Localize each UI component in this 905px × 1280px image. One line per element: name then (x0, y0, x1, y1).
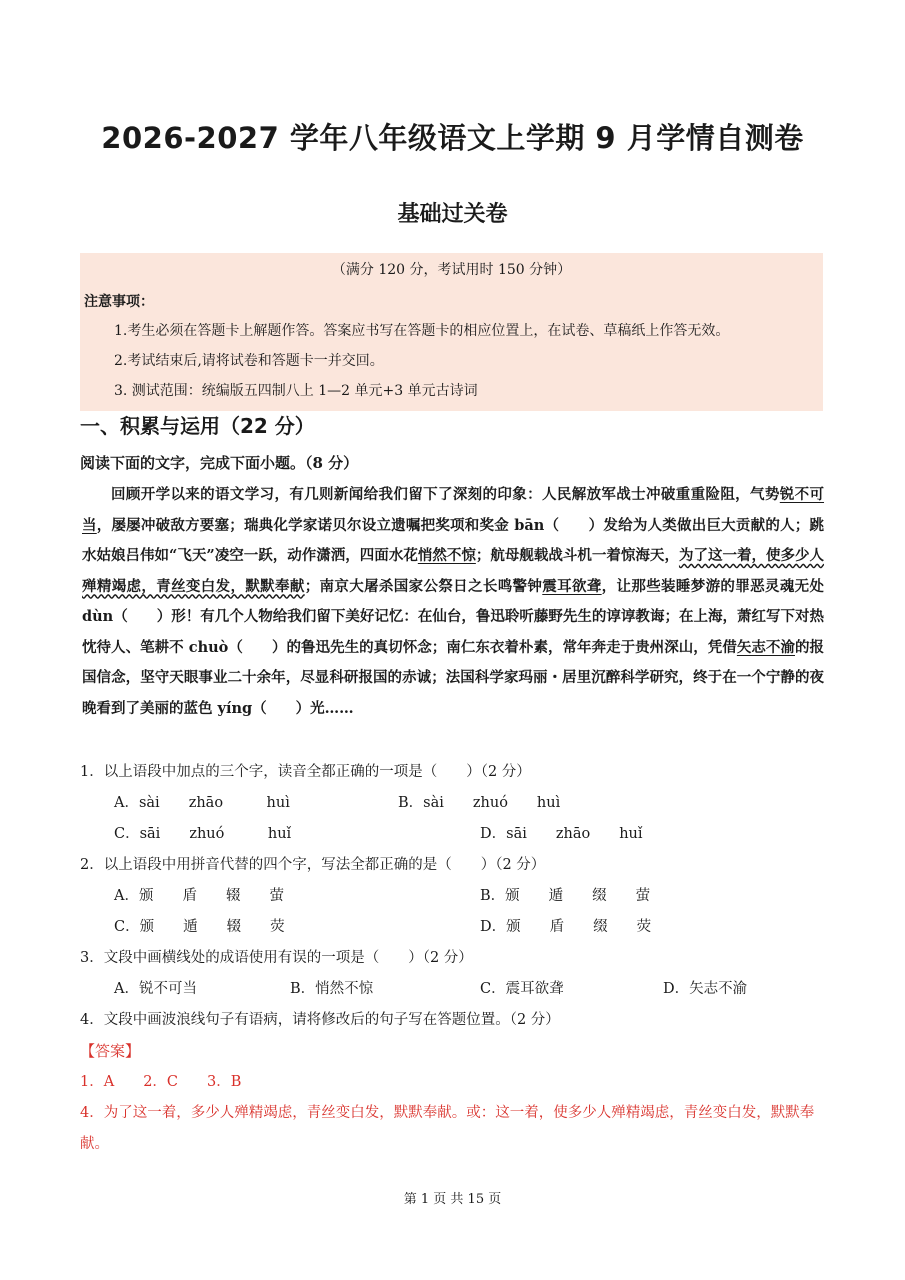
notice-item: 3. 测试范围：统编版五四制八上 1—2 单元+3 单元古诗词 (114, 383, 478, 399)
q2-option-b: B．颁 遁 缀 萤 (480, 888, 651, 904)
underlined-idiom: 震耳欲聋 (542, 577, 602, 595)
answer-line-2: 4．为了这一着，多少人殚精竭虑，青丝变白发，默默奉献。或：这一着，使多少人殚精竭虑，青丝变白发，默默奉献。 (80, 1105, 815, 1152)
passage-text: ；航母舰载战斗机一着惊海天， (475, 547, 679, 564)
score-line: （满分 120 分，考试用时 150 分钟） (331, 262, 572, 278)
page-footer: 第 1 页 共 15 页 (403, 1192, 502, 1207)
q1-option-b: B．sài zhuó huì (398, 795, 561, 811)
question-3-stem: 3．文段中画横线处的成语使用有误的一项是（ ）（2 分） (80, 950, 473, 966)
question-4-stem: 4．文段中画波浪线句子有语病，请将修改后的句子写在答题位置。（2 分） (80, 1012, 560, 1028)
q3-option-a: A．锐不可当 (114, 981, 197, 997)
reading-passage (82, 480, 824, 724)
notice-item: 2.考试结束后,请将试卷和答题卡一并交回。 (114, 353, 384, 369)
passage-text: ，让那些装睡梦游的罪恶灵魂无处 dùn（ ）形！有几个人物给我们留下美好记忆：在仙台，鲁迅聆听藤野先生的谆谆教诲；在上海，萧红写下对热忱待人、笔耕不 chuò（ ）的鲁迅先生的真切怀念；南仁东衣着朴素，常年奔走于贵州深山，凭借 (82, 577, 825, 656)
q3-option-b: B．悄然不惊 (290, 981, 374, 997)
wavy-underlined-sentence: 为了这一着，使多少人殚精竭虑，青丝变白发，默默奉献 (82, 547, 825, 595)
answer-line-1: 1．A 2．C 3．B (80, 1074, 242, 1090)
underlined-idiom: 矢志不渝 (736, 638, 795, 656)
question-2-stem: 2．以上语段中用拼音代替的四个字，写法全都正确的是（ ）（2 分） (80, 857, 546, 873)
q2-option-d: D．颁 盾 缀 荧 (480, 919, 652, 935)
underlined-idiom: 悄然不惊 (417, 547, 476, 564)
page-subtitle: 基础过关卷 (397, 202, 508, 227)
reading-instruction: 阅读下面的文字，完成下面小题。（8 分） (80, 454, 359, 472)
q3-option-c: C．震耳欲聋 (480, 981, 564, 997)
passage-text: ，屡屡冲破敌方要塞；瑞典化学家诺贝尔设立遗嘱把奖项和奖金 bān（ ）发给为人类做出巨大贡献的人；跳水姑娘吕伟如“飞天”凌空一跃，动作潇洒，四面水花 (82, 516, 825, 564)
passage-text: 回顾开学以来的语文学习，有几则新闻给我们留下了深刻的印象：人民解放军战士冲破重重险阻，气势 (111, 486, 780, 503)
notice-item: 1.考生必须在答题卡上解题作答。答案应书写在答题卡的相应位置上，在试卷、草稿纸上作答无效。 (114, 323, 730, 339)
question-1-stem: 1．以上语段中加点的三个字，读音全都正确的一项是（ ）（2 分） (80, 764, 531, 780)
page-title: 2026-2027 学年八年级语文上学期 9 月学情自测卷 (101, 121, 804, 155)
q2-option-c: C．颁 遁 辍 荧 (114, 919, 285, 935)
q1-option-d: D．sāi zhāo huǐ (480, 826, 643, 842)
q1-option-a: A．sài zhāo huì (114, 795, 290, 811)
q1-option-c: C．sāi zhuó huǐ (114, 826, 292, 842)
passage-text: 的报国信念，坚守天眼事业二十余年，尽显科研报国的赤诚；法国科学家玛丽・居里沉醉科学研究，终于在一个宁静的夜晚看到了美丽的蓝色 yíng（ ）光…… (82, 638, 825, 717)
section-heading: 一、积累与运用（22 分） (80, 414, 315, 438)
passage-text: ；南京大屠杀国家公祭日之长鸣警钟 (304, 577, 543, 595)
q2-option-a: A．颁 盾 辍 萤 (114, 888, 284, 904)
answer-label: 【答案】 (80, 1042, 141, 1060)
q3-option-d: D．矢志不渝 (663, 981, 748, 997)
underlined-idiom: 锐不可当 (82, 486, 825, 534)
notice-box (80, 253, 823, 411)
notice-heading: 注意事项： (84, 294, 154, 310)
